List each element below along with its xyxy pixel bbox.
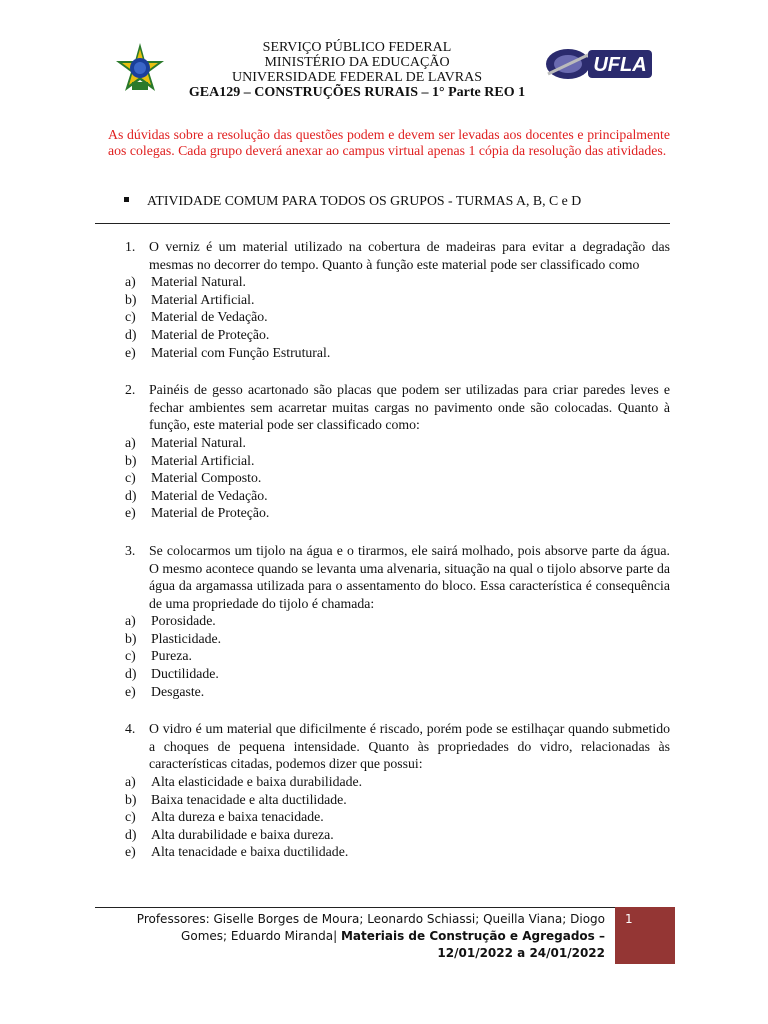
option-text: Material Natural.: [151, 274, 247, 290]
option-text: Alta elasticidade e baixa durabilidade.: [151, 774, 363, 790]
option-text: Alta dureza e baixa tenacidade.: [151, 809, 324, 825]
option-text: Material de Proteção.: [151, 326, 270, 342]
option-text: Material de Proteção.: [151, 505, 270, 521]
option-text: Porosidade.: [151, 613, 216, 629]
option-text: Material Natural.: [151, 434, 247, 450]
option-text: Ductilidade.: [151, 666, 219, 682]
page-number-box: [615, 907, 675, 964]
option-letter: c): [125, 309, 136, 325]
footer-professors: Professores: Giselle Borges de Moura; Leonardo Schiassi; Queilla Viana; Diogo Gomes; Eduardo Miranda: [136, 912, 605, 943]
header-line-2: MINISTÉRIO DA EDUCAÇÃO: [264, 55, 450, 70]
option-letter: a): [125, 774, 136, 790]
footer-divider: [95, 907, 615, 908]
question-number: 1.: [125, 239, 136, 254]
page-header: [0, 40, 768, 104]
option-letter: d): [125, 487, 137, 503]
option-letter: c): [125, 809, 136, 825]
question-number: 4.: [125, 721, 136, 737]
option-letter: b): [125, 452, 137, 468]
option-letter: e): [125, 844, 136, 860]
option-e: [125, 344, 670, 362]
option-letter: d): [125, 826, 137, 842]
option-letter: b): [125, 791, 137, 807]
option-text: Plasticidade.: [151, 630, 222, 646]
option-text: Material de Vedação.: [151, 487, 268, 503]
option-text: Material com Função Estrutural.: [151, 344, 331, 360]
option-b: [125, 452, 670, 470]
bullet-icon: [124, 197, 129, 202]
option-d: [125, 665, 670, 683]
option-text: Material Composto.: [151, 470, 262, 486]
question-text: O vidro é um material que dificilmente é riscado, porém pode se estilhaçar quando submetido a choques de pequena intensidade. Quanto às propriedades do vidro, relacionadas às características citadas, podemos dizer que possui:: [149, 721, 670, 772]
option-e: [125, 504, 670, 522]
question-1: [125, 238, 670, 361]
question-4: [125, 720, 670, 861]
option-letter: b): [125, 630, 137, 646]
option-d: [125, 826, 670, 844]
option-text: Pureza.: [151, 648, 192, 664]
question-2: [125, 381, 670, 522]
option-c: [125, 308, 670, 326]
option-c: [125, 647, 670, 665]
institution-header: [180, 40, 534, 100]
option-text: Alta durabilidade e baixa dureza.: [151, 826, 334, 842]
question-text: Se colocarmos um tijolo na água e o tirarmos, ele sairá molhado, pois absorve parte da água. O mesmo acontece quando se levanta uma alvenaria, situação na qual o tijolo absorve parte da água da argamassa utilizada para o assentamento do bloco. Essa característica é consequência de uma propriedade do tijolo é chamada:: [149, 542, 671, 611]
option-c: [125, 469, 670, 487]
question-number: 3.: [125, 542, 136, 558]
option-text: Material de Vedação.: [151, 309, 268, 325]
option-letter: a): [125, 613, 136, 629]
option-letter: b): [125, 291, 137, 307]
option-a: [125, 273, 670, 291]
option-c: [125, 808, 670, 826]
question-number: 2.: [125, 382, 136, 398]
option-letter: c): [125, 648, 136, 664]
notice-text: As dúvidas sobre a resolução das questões podem e devem ser levadas aos docentes e principalmente aos colegas. Cada grupo deverá anexar ao campus virtual apenas 1 cópia da resolução das atividades.: [108, 127, 670, 158]
option-e: [125, 683, 670, 701]
option-a: [125, 612, 670, 630]
option-d: [125, 487, 670, 505]
question-list: [125, 238, 670, 881]
option-text: Material Artificial.: [151, 291, 255, 307]
option-letter: e): [125, 505, 136, 521]
footer-separator: |: [333, 929, 338, 943]
header-line-1: SERVIÇO PÚBLICO FEDERAL: [262, 40, 452, 55]
option-letter: d): [125, 666, 137, 682]
option-letter: e): [125, 344, 136, 360]
option-b: [125, 291, 670, 309]
page-number: 1: [625, 912, 633, 926]
option-d: [125, 326, 670, 344]
course-title: GEA129 – CONSTRUÇÕES RURAIS – 1° Parte REO 1: [188, 85, 526, 100]
ufla-logo-text: UFLA: [593, 54, 647, 76]
activity-heading: [124, 193, 581, 209]
question-text: O verniz é um material utilizado na cobertura de madeiras para evitar a degradação das mesmas no decorrer do tempo. Quanto à função este material pode ser classificado como: [149, 239, 670, 272]
divider: [95, 223, 670, 224]
header-line-3: UNIVERSIDADE FEDERAL DE LAVRAS: [231, 70, 483, 85]
option-text: Desgaste.: [151, 683, 205, 699]
option-letter: e): [125, 683, 136, 699]
question-text: Painéis de gesso acartonado são placas que podem ser utilizadas para criar paredes leves e fechar ambientes sem acarretar muitas cargas no pavimento onde são colocadas. Quanto à função, este material pode ser classificado como:: [149, 382, 670, 433]
option-letter: c): [125, 470, 136, 486]
option-text: Alta tenacidade e baixa ductilidade.: [151, 844, 349, 860]
option-b: [125, 630, 670, 648]
question-3: [125, 542, 670, 700]
option-e: [125, 843, 670, 861]
option-letter: a): [125, 274, 136, 290]
brazil-coat-of-arms-icon: [114, 42, 166, 94]
ufla-logo-icon: [544, 44, 656, 84]
option-a: [125, 434, 670, 452]
option-b: [125, 791, 670, 809]
option-text: Material Artificial.: [151, 452, 255, 468]
option-a: [125, 773, 670, 791]
footer-course: Materiais de Construção e Agregados – 12/01/2022 a 24/01/2022: [340, 929, 605, 960]
footer-text: [135, 911, 605, 962]
option-text: Baixa tenacidade e alta ductilidade.: [151, 791, 347, 807]
option-letter: a): [125, 434, 136, 450]
activity-title: ATIVIDADE COMUM PARA TODOS OS GRUPOS - TURMAS A, B, C e D: [147, 193, 582, 208]
option-letter: d): [125, 326, 137, 342]
page-footer: [95, 907, 675, 965]
